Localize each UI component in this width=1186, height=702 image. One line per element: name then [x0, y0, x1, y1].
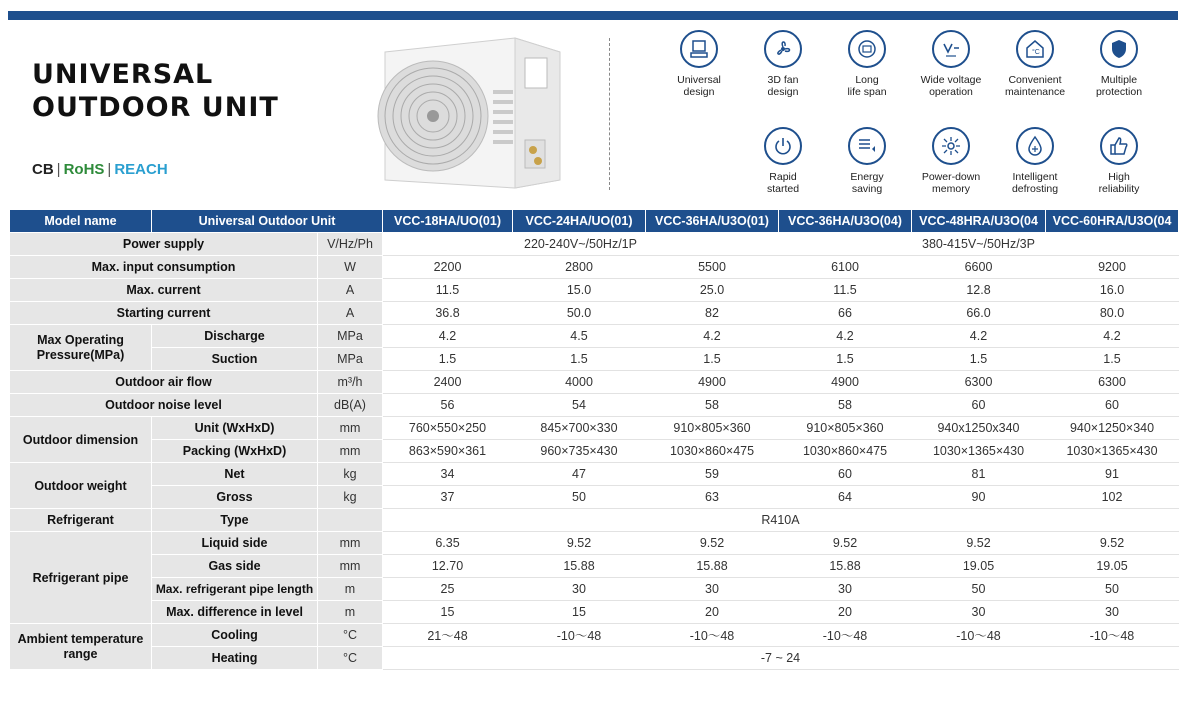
model-col-6: VCC-60HRA/U3O(04: [1046, 210, 1179, 233]
row-label: Type: [152, 509, 318, 532]
cell: 50: [912, 578, 1046, 601]
top-accent-bar: [8, 11, 1178, 20]
unit-type-header: Universal Outdoor Unit: [152, 210, 383, 233]
cell: 15: [383, 601, 513, 624]
row-unit: °C: [318, 647, 383, 670]
cell: 30: [646, 578, 779, 601]
cell: 37: [383, 486, 513, 509]
table-row: [10, 486, 1179, 509]
feature-label: Long life span: [847, 74, 887, 98]
cell: -7 ~ 24: [383, 647, 1179, 670]
title-line-2: OUTDOOR UNIT: [32, 92, 279, 123]
cell: 82: [646, 302, 779, 325]
cell: 863×590×361: [383, 440, 513, 463]
certification-logos: CB | RoHS | REACH: [32, 161, 168, 178]
memory-icon: [932, 127, 970, 165]
cell: 6100: [779, 256, 912, 279]
cell: 845×700×330: [513, 417, 646, 440]
cell: 60: [1046, 394, 1179, 417]
table-row: [10, 371, 1179, 394]
energy-icon: [848, 127, 886, 165]
cell: 6600: [912, 256, 1046, 279]
row-label: Liquid side: [152, 532, 318, 555]
row-unit: mm: [318, 417, 383, 440]
cell: 20: [779, 601, 912, 624]
cell: R410A: [383, 509, 1179, 532]
cell: 4900: [646, 371, 779, 394]
row-unit: mm: [318, 532, 383, 555]
cell: 16.0: [1046, 279, 1179, 302]
row-label: Power supply: [10, 233, 318, 256]
cell: 1030×860×475: [779, 440, 912, 463]
row-unit: m³/h: [318, 371, 383, 394]
model-col-1: VCC-18HA/UO(01): [383, 210, 513, 233]
cell: 9.52: [646, 532, 779, 555]
cell: -10～48: [513, 624, 646, 647]
cell: 1030×1365×430: [912, 440, 1046, 463]
row-unit: [318, 509, 383, 532]
feature-label: Power-down memory: [921, 171, 981, 195]
rohs-cert: RoHS: [63, 161, 105, 178]
cell: 20: [646, 601, 779, 624]
row-label: Starting current: [10, 302, 318, 325]
row-label: Outdoor noise level: [10, 394, 318, 417]
model-col-2: VCC-24HA/UO(01): [513, 210, 646, 233]
feature-wide-voltage: [906, 30, 996, 98]
title-line-1: UNIVERSAL: [32, 59, 214, 90]
cell: 380-415V~/50Hz/3P: [779, 233, 1179, 256]
feature-multiple-protection: [1074, 30, 1164, 98]
cell: 6.35: [383, 532, 513, 555]
cell: 2800: [513, 256, 646, 279]
cell: 30: [1046, 601, 1179, 624]
row-label: Outdoor air flow: [10, 371, 318, 394]
cell: 102: [1046, 486, 1179, 509]
feature-label: Universal design: [677, 74, 721, 98]
model-name-header: Model name: [10, 210, 152, 233]
cell: 66.0: [912, 302, 1046, 325]
cell: 54: [513, 394, 646, 417]
table-row: [10, 532, 1179, 555]
svg-text:°C: °C: [1032, 49, 1040, 56]
cell: 960×735×430: [513, 440, 646, 463]
table-header-row: [10, 210, 1179, 233]
cell: 4.5: [513, 325, 646, 348]
table-row: [10, 302, 1179, 325]
feature-label: Convenient maintenance: [1004, 74, 1066, 98]
cell: 25: [383, 578, 513, 601]
cell: 4900: [779, 371, 912, 394]
cell: 81: [912, 463, 1046, 486]
feature-long-life: [822, 30, 912, 98]
feature-power-down-memory: [906, 127, 996, 195]
row-label: Packing (WxHxD): [152, 440, 318, 463]
row-unit: m: [318, 578, 383, 601]
table-row: [10, 555, 1179, 578]
feature-convenient-maintenance: [990, 30, 1080, 98]
cell: 9.52: [912, 532, 1046, 555]
cell: 47: [513, 463, 646, 486]
row-label: Gas side: [152, 555, 318, 578]
cell: 56: [383, 394, 513, 417]
row-label: Max. input consumption: [10, 256, 318, 279]
cell: 4.2: [383, 325, 513, 348]
cell: 1.5: [779, 348, 912, 371]
cell: 90: [912, 486, 1046, 509]
defrost-icon: [1016, 127, 1054, 165]
cell: 940x1250x340: [912, 417, 1046, 440]
table-row: [10, 647, 1179, 670]
row-label: Gross: [152, 486, 318, 509]
cell: -10～48: [912, 624, 1046, 647]
power-icon: [764, 127, 802, 165]
feature-label: Wide voltage operation: [920, 74, 982, 98]
cell: 910×805×360: [779, 417, 912, 440]
cell: 50: [513, 486, 646, 509]
cell: 4000: [513, 371, 646, 394]
cell: 9200: [1046, 256, 1179, 279]
model-col-3: VCC-36HA/U3O(01): [646, 210, 779, 233]
row-unit: A: [318, 279, 383, 302]
cell: 940×1250×340: [1046, 417, 1179, 440]
feature-high-reliability: [1074, 127, 1164, 195]
maintenance-icon: [1016, 30, 1054, 68]
table-row: [10, 624, 1179, 647]
cell: 4.2: [779, 325, 912, 348]
cell: 19.05: [912, 555, 1046, 578]
row-label: Discharge: [152, 325, 318, 348]
row-unit: kg: [318, 486, 383, 509]
cell: 1.5: [1046, 348, 1179, 371]
row-label: Unit (WxHxD): [152, 417, 318, 440]
cell: 6300: [1046, 371, 1179, 394]
cell: -10～48: [646, 624, 779, 647]
universal-design-icon: [680, 30, 718, 68]
cell: 11.5: [779, 279, 912, 302]
feature-3d-fan: [738, 30, 828, 98]
cell: 63: [646, 486, 779, 509]
table-row: [10, 440, 1179, 463]
cell: 36.8: [383, 302, 513, 325]
cell: 760×550×250: [383, 417, 513, 440]
row-unit: V/Hz/Ph: [318, 233, 383, 256]
cell: 34: [383, 463, 513, 486]
voltage-icon: [932, 30, 970, 68]
feature-intelligent-defrosting: [990, 127, 1080, 195]
cell: 4.2: [912, 325, 1046, 348]
row-label: Net: [152, 463, 318, 486]
row-unit: A: [318, 302, 383, 325]
cell: 30: [513, 578, 646, 601]
cell: 30: [779, 578, 912, 601]
cell: 2400: [383, 371, 513, 394]
row-unit: MPa: [318, 325, 383, 348]
feature-label: High reliability: [1098, 171, 1140, 195]
cell: -10～48: [1046, 624, 1179, 647]
table-row: [10, 325, 1179, 348]
row-label: Cooling: [152, 624, 318, 647]
cell: 1.5: [646, 348, 779, 371]
cell: 91: [1046, 463, 1179, 486]
cell: 1030×860×475: [646, 440, 779, 463]
long-life-icon: [848, 30, 886, 68]
table-row: [10, 417, 1179, 440]
cell: 15.88: [779, 555, 912, 578]
cell: 5500: [646, 256, 779, 279]
cell: 2200: [383, 256, 513, 279]
cell: 6300: [912, 371, 1046, 394]
cell: 910×805×360: [646, 417, 779, 440]
feature-label: Energy saving: [850, 171, 884, 195]
cell: 25.0: [646, 279, 779, 302]
cell: 15: [513, 601, 646, 624]
row-label: Max. difference in level: [152, 601, 318, 624]
row-group-label: Outdoor dimension: [10, 417, 152, 463]
cell: 59: [646, 463, 779, 486]
cell: 80.0: [1046, 302, 1179, 325]
row-unit: mm: [318, 555, 383, 578]
row-unit: dB(A): [318, 394, 383, 417]
cell: 58: [646, 394, 779, 417]
row-group-label: Max Operating Pressure(MPa): [10, 325, 152, 371]
feature-label: Multiple protection: [1095, 74, 1143, 98]
cell: 220-240V~/50Hz/1P: [383, 233, 779, 256]
row-group-label: Refrigerant pipe: [10, 532, 152, 624]
cell: 19.05: [1046, 555, 1179, 578]
row-unit: MPa: [318, 348, 383, 371]
cell: 12.70: [383, 555, 513, 578]
cell: 66: [779, 302, 912, 325]
cell: 15.88: [646, 555, 779, 578]
shield-icon: [1100, 30, 1138, 68]
row-unit: m: [318, 601, 383, 624]
cell: -10～48: [779, 624, 912, 647]
row-unit: W: [318, 256, 383, 279]
row-label: Max. refrigerant pipe length: [152, 578, 318, 601]
row-group-label: Ambient temperature range: [10, 624, 152, 670]
cell: 9.52: [779, 532, 912, 555]
cell: 4.2: [646, 325, 779, 348]
row-unit: °C: [318, 624, 383, 647]
cell: 60: [912, 394, 1046, 417]
cell: 1.5: [383, 348, 513, 371]
feature-rapid-started: [738, 127, 828, 195]
row-unit: kg: [318, 463, 383, 486]
page-title: [32, 58, 279, 124]
table-row: [10, 348, 1179, 371]
feature-label: Rapid started: [766, 171, 800, 195]
model-col-4: VCC-36HA/U3O(04): [779, 210, 912, 233]
table-row: [10, 509, 1179, 532]
feature-energy-saving: [822, 127, 912, 195]
fan-icon: [764, 30, 802, 68]
cell: 64: [779, 486, 912, 509]
reach-cert: REACH: [114, 161, 168, 178]
row-label: Heating: [152, 647, 318, 670]
cell: 58: [779, 394, 912, 417]
cell: 9.52: [513, 532, 646, 555]
cell: 11.5: [383, 279, 513, 302]
cell: 12.8: [912, 279, 1046, 302]
row-label: Suction: [152, 348, 318, 371]
table-row: [10, 394, 1179, 417]
feature-universal-design: [654, 30, 744, 98]
cell: 9.52: [1046, 532, 1179, 555]
cell: 1030×1365×430: [1046, 440, 1179, 463]
row-label: Max. current: [10, 279, 318, 302]
cell: 4.2: [1046, 325, 1179, 348]
cell: 1.5: [912, 348, 1046, 371]
row-group-label: Outdoor weight: [10, 463, 152, 509]
feature-label: 3D fan design: [767, 74, 799, 98]
cell: 30: [912, 601, 1046, 624]
table-row: [10, 256, 1179, 279]
cell: 50: [1046, 578, 1179, 601]
cell: 1.5: [513, 348, 646, 371]
model-col-5: VCC-48HRA/U3O(04: [912, 210, 1046, 233]
cell: 50.0: [513, 302, 646, 325]
thumbs-up-icon: [1100, 127, 1138, 165]
table-row: [10, 279, 1179, 302]
row-unit: mm: [318, 440, 383, 463]
row-group-label: Refrigerant: [10, 509, 152, 532]
table-row: [10, 463, 1179, 486]
cb-cert: CB: [32, 161, 54, 178]
cell: 15.0: [513, 279, 646, 302]
spec-table: [9, 209, 1179, 670]
cell: 60: [779, 463, 912, 486]
table-row: [10, 233, 1179, 256]
outdoor-unit-image: [375, 30, 565, 190]
table-row: [10, 601, 1179, 624]
feature-label: Intelligent defrosting: [1011, 171, 1059, 195]
cell: 15.88: [513, 555, 646, 578]
table-row: [10, 578, 1179, 601]
cell: 21～48: [383, 624, 513, 647]
divider-line: [609, 38, 610, 190]
